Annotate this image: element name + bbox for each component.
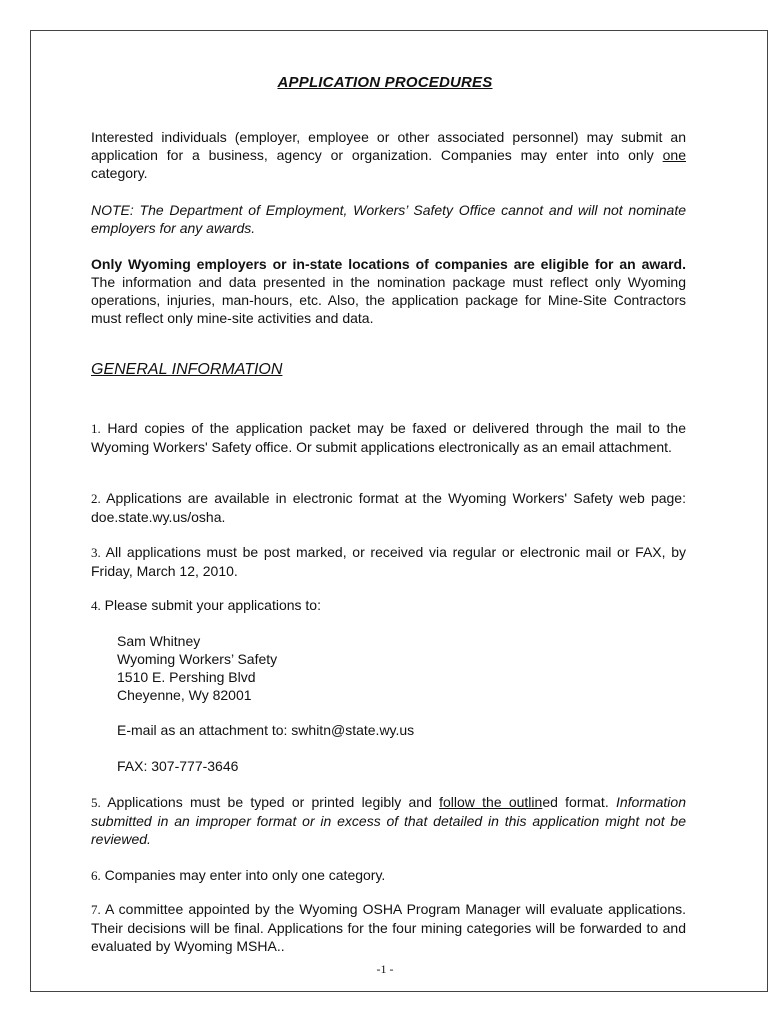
list-item-4: 4. Please submit your applications to: [91,597,321,613]
page-title: APPLICATION PROCEDURES [277,74,493,91]
intro-paragraph: Interested individuals (employer, employee or other associated personnel) may submit an application for a business, agency or organization. Companies may enter into only one category. [91,129,686,181]
list-item-3: 3. All applications must be post marked, or received via regular or electronic mail or FAX, by Friday, March 12, 2010. [91,544,686,579]
page-number: -1 - [376,962,394,976]
eligibility-paragraph: Only Wyoming employers or in-state locations of companies are eligible for an award. The information and data presented in the nomination package must reflect only Wyoming operations, injuries, man-hours, etc. Also, the application package for Mine-Site Contractors must reflect only mine-site activities and data. [91,256,686,326]
list-item-5: 5. Applications must be typed or printed legibly and follow the outlined format. Information submitted in an improper format or in excess of that detailed in this application might not be reviewed. [91,794,686,847]
section-heading: GENERAL INFORMATION [91,361,283,378]
list-item-6: 6. Companies may enter into only one category. [91,867,386,883]
fax-line: FAX: 307-777-3646 [117,758,239,774]
note-paragraph: NOTE: The Department of Employment, Workers’ Safety Office cannot and will not nominate employers for any awards. [91,202,686,236]
address-office: Wyoming Workers’ Safety [117,651,278,667]
list-item-1: 1. Hard copies of the application packet may be faxed or delivered through the mail to the Wyoming Workers' Safety office. Or submit applications electronically as an email attachment. [91,420,686,455]
address-street: 1510 E. Pershing Blvd [117,669,256,685]
email-line: E-mail as an attachment to: swhitn@state.wy.us [117,722,415,738]
list-item-2: 2. Applications are available in electronic format at the Wyoming Workers' Safety web page: doe.state.wy.us/osha. [91,490,686,525]
address-name: Sam Whitney [117,633,201,649]
list-item-7: 7. A committee appointed by the Wyoming OSHA Program Manager will evaluate applications. Their decisions will be final. Applications for the four mining categories will be forwarded to and evaluated by Wyoming MSHA.. [91,901,686,954]
address-city: Cheyenne, Wy 82001 [117,687,252,703]
mailing-address [117,632,617,704]
